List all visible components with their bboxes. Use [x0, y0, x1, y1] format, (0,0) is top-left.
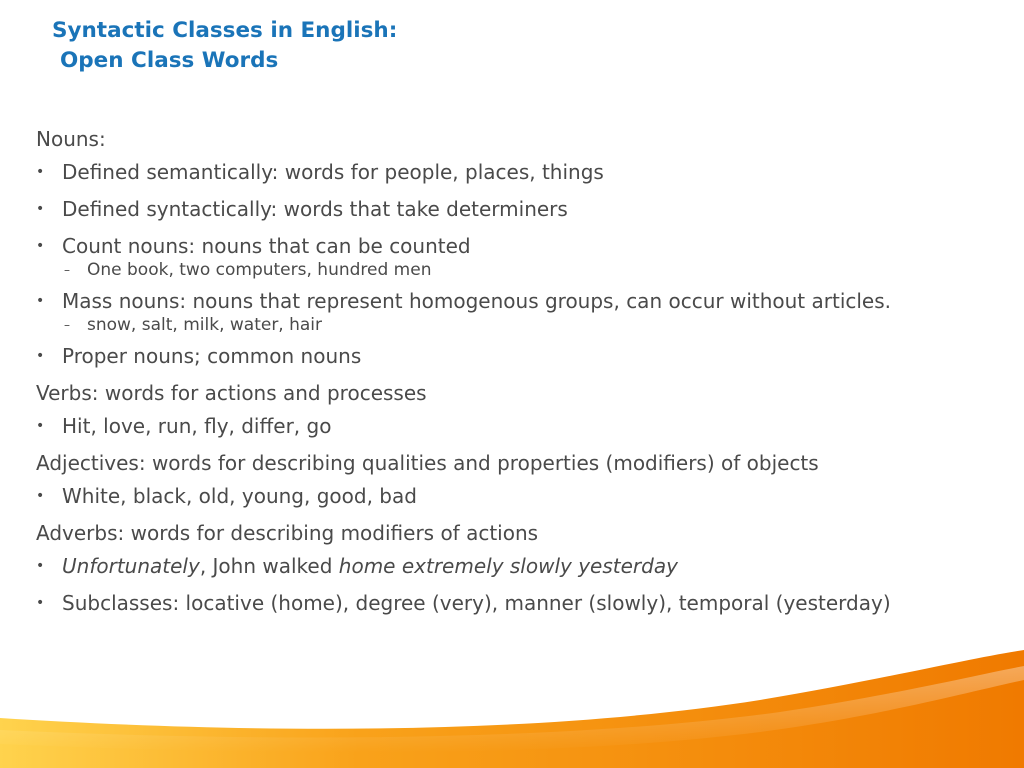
adverbs-example-italic-1: Unfortunately — [62, 554, 200, 578]
adverbs-example-italic-2: home extremely slowly yesterday — [338, 554, 678, 578]
nouns-heading: Nouns: — [36, 127, 106, 151]
list-item — [36, 198, 996, 221]
bullet-icon: • — [36, 164, 45, 180]
bullet-icon: • — [36, 238, 45, 254]
adverbs-example-plain: , John walked — [199, 554, 339, 578]
bullet-icon: • — [36, 488, 45, 504]
list-item — [36, 161, 996, 184]
adjectives-bullet-1: White, black, old, young, good, bad — [62, 484, 417, 508]
nouns-bullet-5: Proper nouns; common nouns — [62, 344, 362, 368]
verbs-heading: Verbs: words for actions and processes — [36, 381, 427, 405]
nouns-bullet-2: Defined syntactically: words that take determiners — [62, 197, 568, 221]
verbs-bullet-1: Hit, love, run, fly, differ, go — [62, 414, 332, 438]
list-item — [36, 235, 996, 258]
nouns-bullet-4-sub: snow, salt, milk, water, hair — [87, 315, 323, 335]
nouns-bullet-3: Count nouns: nouns that can be counted — [62, 234, 471, 258]
bullet-icon: • — [36, 418, 45, 434]
slide-title — [52, 16, 397, 76]
adverbs-example — [62, 554, 678, 578]
slide-body — [36, 128, 996, 629]
list-item — [36, 555, 996, 578]
title-line-2: Open Class Words — [60, 48, 279, 73]
title-line-1: Syntactic Classes in English: — [52, 18, 398, 43]
bullet-icon: • — [36, 348, 45, 364]
dash-icon: – — [64, 263, 70, 277]
list-item — [36, 345, 996, 368]
dash-icon: – — [64, 318, 70, 332]
nouns-bullet-4: Mass nouns: nouns that represent homogenous groups, can occur without articles. — [62, 289, 892, 313]
bullet-icon: • — [36, 293, 45, 309]
list-item — [36, 415, 996, 438]
adverbs-heading: Adverbs: words for describing modifiers of actions — [36, 521, 539, 545]
bullet-icon: • — [36, 558, 45, 574]
adverbs-bullet-2: Subclasses: locative (home), degree (very), manner (slowly), temporal (yesterday) — [62, 591, 891, 615]
nouns-bullet-1: Defined semantically: words for people, places, things — [62, 160, 604, 184]
adjectives-heading: Adjectives: words for describing qualities and properties (modifiers) of objects — [36, 451, 819, 475]
list-item — [36, 485, 996, 508]
bullet-icon: • — [36, 595, 45, 611]
list-item — [36, 290, 996, 313]
list-item — [36, 592, 996, 615]
orange-wave-decoration — [0, 620, 1024, 768]
sub-list-item — [36, 315, 996, 335]
sub-list-item — [36, 260, 996, 280]
bullet-icon: • — [36, 201, 45, 217]
nouns-bullet-3-sub: One book, two computers, hundred men — [87, 260, 432, 280]
